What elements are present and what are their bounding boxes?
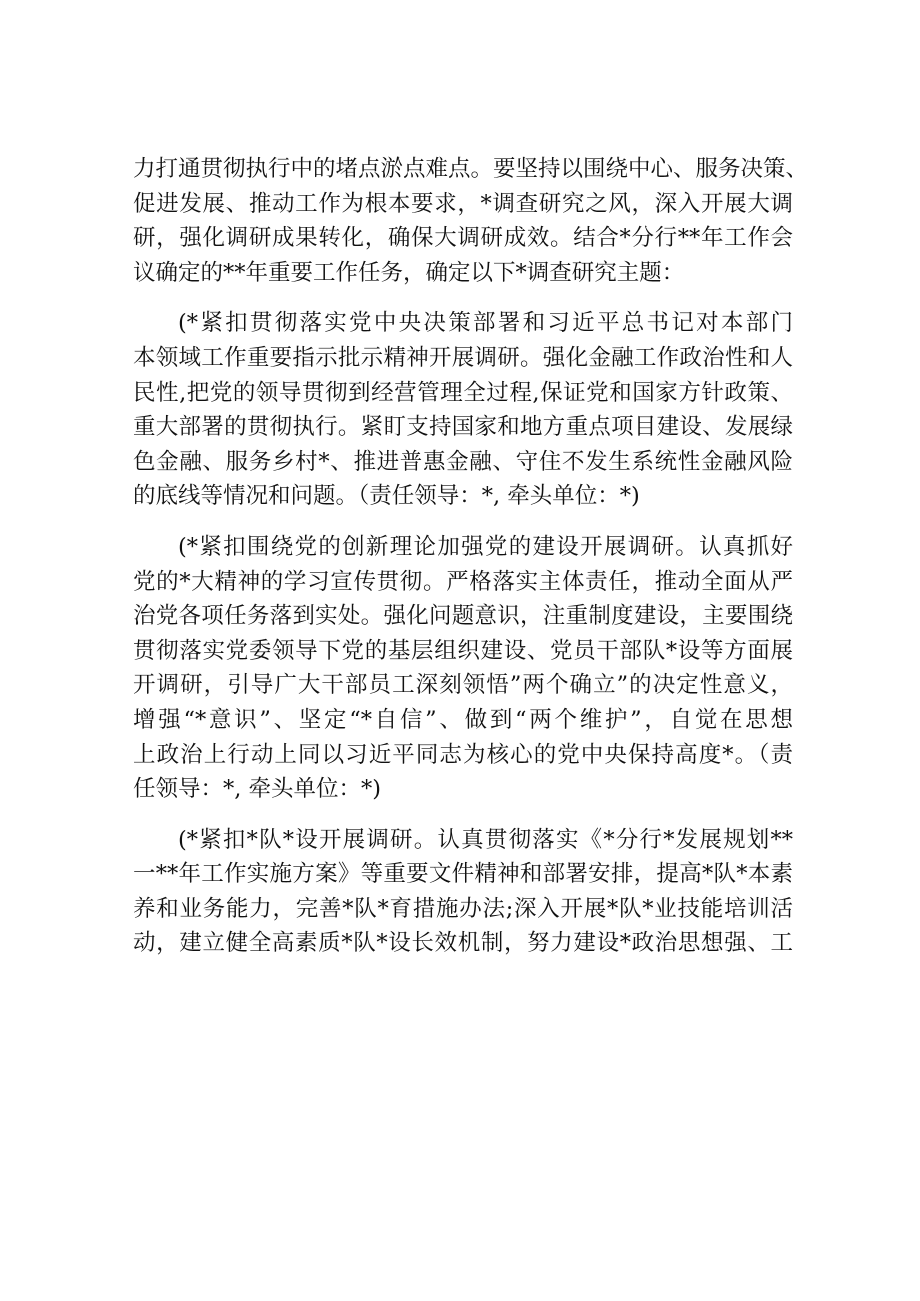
paragraph-line: 研，强化调研成果转化，确保大调研成效。结合*分行**年工作会 (133, 225, 793, 252)
topic-2-paragraph (133, 530, 793, 807)
paragraph-gap (133, 290, 793, 306)
paragraph-line: 议确定的**年重要工作任务，确定以下*调查研究主题： (133, 259, 685, 286)
paragraph-line: 本领域工作重要指示批示精神开展调研。强化金融工作政治性和人 (133, 344, 793, 371)
paragraph-line: (*紧扣*队*设开展调研。认真贯彻落实《*分行*发展规划** (178, 826, 793, 853)
paragraph-line: 贯彻落实党委领导下党的基层组织建设、党员干部队*设等方面展 (133, 637, 793, 664)
paragraph-line: 治党各项任务落到实处。强化问题意识，注重制度建设，主要围绕 (133, 603, 793, 630)
paragraph-line: 力打通贯彻执行中的堵点淤点难点。要坚持以围绕中心、服务决策、 (133, 156, 809, 182)
paragraph-line: 一**年工作实施方案》等重要文件精神和部署安排，提高*队*本素 (133, 861, 793, 888)
paragraph-gap (133, 807, 793, 823)
paragraph-line: 开调研，引导广大干部员工深刻领悟”两个确立”的决定性意义， (133, 672, 793, 699)
paragraph-line: 的底线等情况和问题。（责任领导：*, 牵头单位：*) (133, 483, 640, 510)
paragraph-line: 促进发展、推动工作为根本要求，*调查研究之风，深入开展大调 (133, 190, 793, 217)
document-body (133, 152, 809, 961)
paragraph-line: 动，建立健全高素质*队*设长效机制，努力建设*政治思想强、工 (133, 930, 793, 957)
paragraph-line: 民性,把党的领导贯彻到经营管理全过程,保证党和国家方针政策、 (133, 379, 793, 406)
paragraph-line: (*紧扣贯彻落实党中央决策部署和习近平总书记对本部门 (178, 310, 793, 337)
paragraph-line: 任领导：*, 牵头单位：*) (133, 776, 382, 803)
paragraph-line: 增强“*意识”、坚定“*自信”、做到“两个维护”，自觉在思想 (133, 706, 793, 733)
topic-3-paragraph (133, 823, 793, 961)
paragraph-gap (133, 514, 793, 530)
topic-1-paragraph (133, 306, 793, 514)
paragraph-line: 重大部署的贯彻执行。紧盯支持国家和地方重点项目建设、发展绿 (133, 414, 793, 441)
paragraph-line: (*紧扣围绕党的创新理论加强党的建设开展调研。认真抓好 (178, 533, 793, 560)
intro-paragraph (133, 152, 809, 290)
paragraph-line: 上政治上行动上同以习近平同志为核心的党中央保持高度*。（责 (133, 741, 793, 768)
paragraph-line: 色金融、服务乡村*、推进普惠金融、守住不发生系统性金融风险 (133, 448, 793, 475)
paragraph-line: 党的*大精神的学习宣传贯彻。严格落实主体责任，推动全面从严 (133, 568, 793, 595)
paragraph-line: 养和业务能力，完善*队*育措施办法;深入开展*队*业技能培训活 (133, 895, 793, 922)
